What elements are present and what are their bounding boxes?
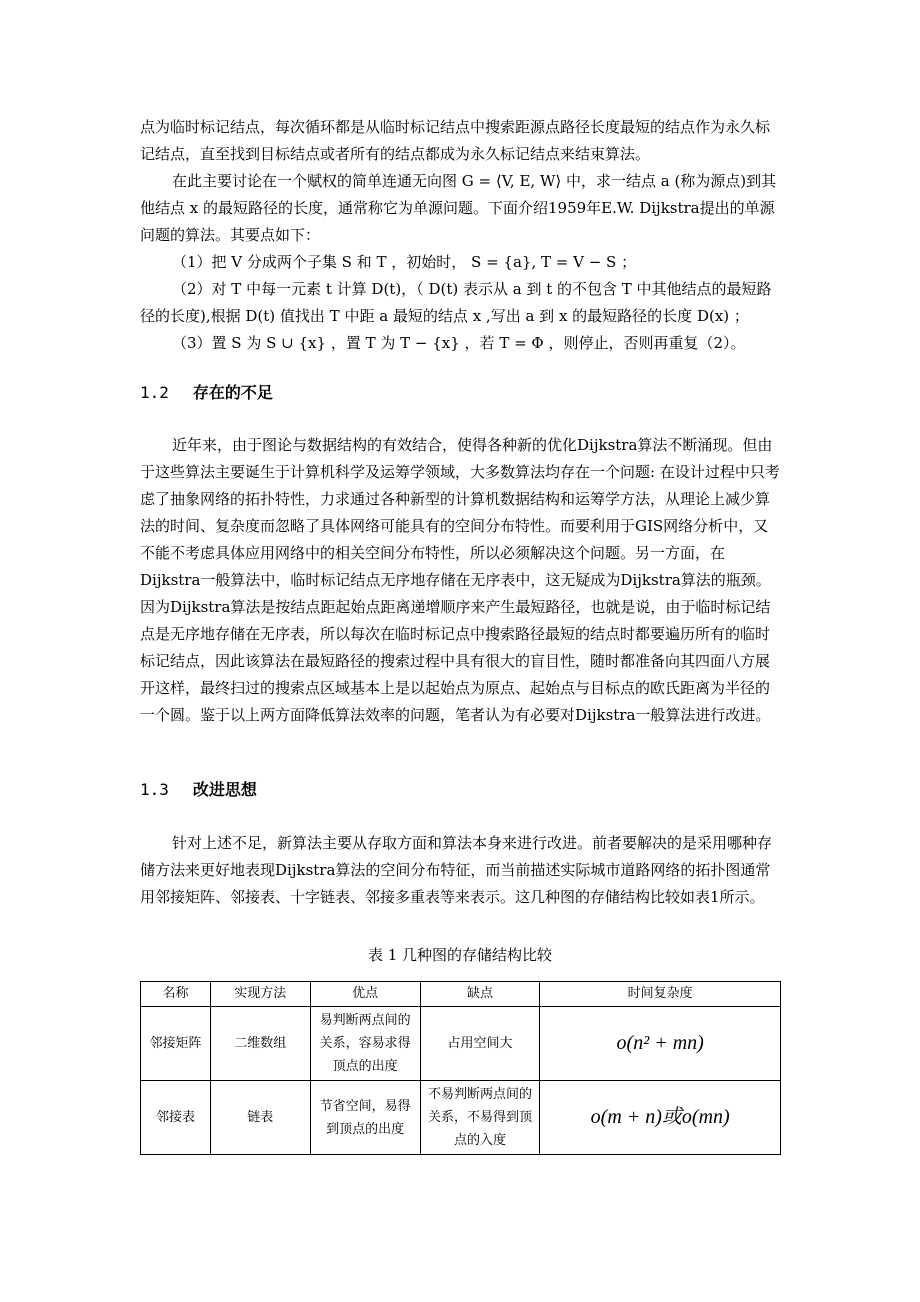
section-title: 存在的不足 [192, 383, 273, 402]
section-1-2-body [140, 432, 782, 729]
section-heading-1-3 [140, 777, 257, 800]
table-caption: 表 1 几种图的存储结构比较 [367, 946, 553, 964]
intro-line1: 点为临时标记结点，每次循环都是从临时标记结点中搜索距源点路径长度最短的结点作为永久标记结点，直至找到目标结点或者所有的结点都成为永久标记结点来结束算法。 [140, 118, 771, 163]
section-1-3-body [140, 830, 782, 911]
cell-name: 邻接表 [141, 1081, 211, 1155]
section-heading-1-2 [140, 380, 273, 403]
cell-cons: 不易判断两点间的关系，不易得到顶点的入度 [420, 1081, 540, 1155]
cell-method: 二维数组 [210, 1007, 310, 1081]
cell-complexity: o(m + n)或o(mn) [540, 1081, 781, 1155]
cell-cons: 占用空间大 [420, 1007, 540, 1081]
column-header: 名称 [141, 982, 211, 1007]
column-header: 时间复杂度 [540, 982, 781, 1007]
section-number: 1.3 [140, 780, 169, 799]
cell-method: 链表 [210, 1081, 310, 1155]
cell-pros: 节省空间，易得到顶点的出度 [310, 1081, 420, 1155]
storage-comparison-table [140, 981, 781, 1155]
section-number: 1.2 [140, 383, 169, 402]
algorithm-step-1: （1）把 V 分成两个子集 S 和 T ，初始时， S = {a}, T = V − S ； [172, 253, 637, 271]
intro-paragraph-2: 在此主要讨论在一个赋权的简单连通无向图 G = ⟨V, E, W⟩ 中，求一结点 a (称为源点)到其他结点 x 的最短路径的长度，通常称它为单源问题。下面介绍1959年E.W. Dijkstra提出的单源问题的算法。其要点如下： [140, 172, 777, 244]
algorithm-step-2: （2）对 T 中每一元素 t 计算 D(t)，（ D(t) 表示从 a 到 t 的不包含 T 中其他结点的最短路径的长度),根据 D(t) 值找出 T 中距 a 最短的结点 x ,写出 a 到 x 的最短路径的长度 D(x) ； [140, 280, 772, 325]
table-header-row [141, 982, 781, 1007]
cell-name: 邻接矩阵 [141, 1007, 211, 1081]
column-header: 优点 [310, 982, 420, 1007]
table-row [141, 1007, 781, 1081]
algorithm-step-3: （3）置 S 为 S ∪ {x} ，置 T 为 T − {x} ，若 T = Φ ，则停止，否则再重复（2）。 [172, 334, 746, 352]
column-header: 缺点 [420, 982, 540, 1007]
section-title: 改进思想 [192, 780, 257, 799]
cell-pros: 易判断两点间的关系，容易求得顶点的出度 [310, 1007, 420, 1081]
table-row [141, 1081, 781, 1155]
column-header: 实现方法 [210, 982, 310, 1007]
cell-complexity: o(n² + mn) [540, 1007, 781, 1081]
intro-block [140, 114, 782, 357]
section-1-3-paragraph: 针对上述不足，新算法主要从存取方面和算法本身来进行改进。前者要解决的是采用哪种存储方法来更好地表现Dijkstra算法的空间分布特征，而当前描述实际城市道路网络的拓扑图通常用邻接矩阵、邻接表、十字链表、邻接多重表等来表示。这几种图的存储结构比较如表1所示。 [140, 834, 773, 906]
section-1-2-paragraph: 近年来，由于图论与数据结构的有效结合，使得各种新的优化Dijkstra算法不断涌现。但由于这些算法主要诞生于计算机科学及运筹学领域，大多数算法均存在一个问题: 在设计过程中只考虑了抽象网络的拓扑特性，力求通过各种新型的计算机数据结构和运筹学方法，从理论上减少算法的时间、复杂度而忽略了具体网络可能具有的空间分布特性。而要利用于GIS网络分析中，又不能不考虑具体应用网络中的相关空间分布特性，所以必须解决这个问题。另一方面，在Dijkstra一般算法中，临时标记结点无序地存储在无序表中，这无疑成为Dijkstra算法的瓶颈。因为Dijkstra算法是按结点距起始点距离递增顺序来产生最短路径，也就是说，由于临时标记结点是无序地存储在无序表，所以每次在临时标记点中搜索路径最短的结点时都要遍历所有的临时标记结点，因此该算法在最短路径的搜索过程中具有很大的盲目性，随时都准备向其四面八方展开这样，最终扫过的搜索点区域基本上是以起始点为原点、起始点与目标点的欧氏距离为半径的一个圆。鉴于以上两方面降低算法效率的问题，笔者认为有必要对Dijkstra一般算法进行改进。 [140, 436, 780, 724]
